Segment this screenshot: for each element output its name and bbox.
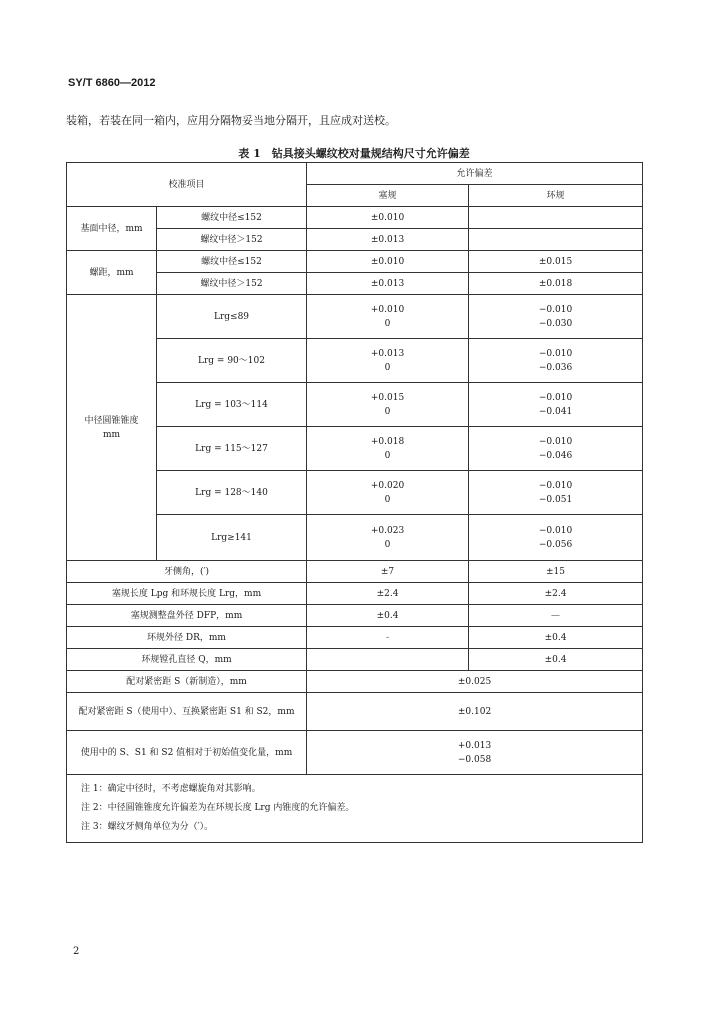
plug-value: [307, 649, 469, 671]
plug-lower: 0: [384, 494, 391, 505]
plug-lower: 0: [384, 362, 391, 373]
tolerance-table: [66, 162, 643, 843]
ring-value: —: [469, 605, 643, 627]
plug-lower: 0: [384, 406, 391, 417]
note-1: 注 1：确定中径时，不考虑螺旋角对其影响。: [81, 784, 261, 794]
ring-value: [469, 471, 643, 515]
condition-cell: Lrg≥141: [157, 515, 307, 561]
plug-lower: 0: [384, 450, 391, 461]
pitch-diameter-label: 基面中径，mm: [67, 207, 157, 251]
plug-value: ±7: [307, 561, 469, 583]
ring-lower: −0.041: [538, 406, 573, 417]
taper-label: [67, 295, 157, 561]
plug-upper: +0.020: [370, 480, 405, 491]
row-label: 塞规测整盘外径 DFP，mm: [67, 605, 307, 627]
table-caption: 表 1 钻具接头螺纹校对量规结构尺寸允许偏差: [238, 147, 470, 160]
plug-value: ±0.010: [307, 207, 469, 229]
plug-value: [307, 515, 469, 561]
plug-upper: +0.023: [370, 525, 405, 536]
page-number: 2: [73, 946, 80, 957]
lead-label: 螺距，mm: [67, 251, 157, 295]
intro-text: 装箱，若装在同一箱内，应用分隔物妥当地分隔开，且应成对送校。: [66, 114, 396, 127]
plug-value: [307, 471, 469, 515]
header-ring: 环规: [469, 185, 643, 207]
ring-upper: −0.010: [538, 525, 573, 536]
table-row: [67, 693, 643, 731]
ring-upper: −0.010: [538, 436, 573, 447]
ring-lower: −0.051: [538, 494, 573, 505]
table-row: [67, 671, 643, 693]
ring-value: [469, 295, 643, 339]
row-label: 配对紧密距 S（新制造），mm: [67, 671, 307, 693]
condition-cell: Lrg = 115～127: [157, 427, 307, 471]
condition-cell: 螺纹中径≤152: [157, 207, 307, 229]
ring-value: [469, 427, 643, 471]
condition-cell: Lrg = 103～114: [157, 383, 307, 427]
table-row: [67, 295, 643, 339]
table-row: [67, 605, 643, 627]
plug-value: ±0.010: [307, 251, 469, 273]
value-upper: +0.013: [457, 740, 492, 751]
row-label: 牙侧角，(′): [67, 561, 307, 583]
plug-value: ±0.4: [307, 605, 469, 627]
plug-upper: +0.015: [370, 392, 405, 403]
table-row: [67, 731, 643, 775]
header-item: 校准项目: [67, 163, 307, 207]
notes-row: [67, 775, 643, 843]
taper-unit-text: mm: [102, 429, 121, 440]
header-tolerance: 允许偏差: [307, 163, 643, 185]
ring-value: [469, 383, 643, 427]
row-label: 配对紧密距 S（使用中）、互换紧密距 S1 和 S2，mm: [67, 693, 307, 731]
table-row: [67, 251, 643, 273]
plug-value: [307, 339, 469, 383]
ring-upper: −0.010: [538, 304, 573, 315]
condition-cell: Lrg = 128～140: [157, 471, 307, 515]
ring-value: ±0.4: [469, 627, 643, 649]
ring-lower: −0.046: [538, 450, 573, 461]
ring-value: ±15: [469, 561, 643, 583]
notes-cell: [67, 775, 643, 843]
plug-value: ±0.013: [307, 229, 469, 251]
ring-upper: −0.010: [538, 392, 573, 403]
ring-value: [469, 207, 643, 229]
ring-lower: −0.030: [538, 318, 573, 329]
row-label: 塞规长度 Lpg 和环规长度 Lrg，mm: [67, 583, 307, 605]
table-row: [67, 561, 643, 583]
plug-upper: +0.018: [370, 436, 405, 447]
ring-value: ±0.4: [469, 649, 643, 671]
row-label: 使用中的 S、S1 和 S2 值相对于初始值变化量，mm: [67, 731, 307, 775]
ring-upper: −0.010: [538, 480, 573, 491]
ring-upper: −0.010: [538, 348, 573, 359]
merged-value: [307, 731, 643, 775]
plug-value: [307, 427, 469, 471]
merged-value: ±0.102: [307, 693, 643, 731]
table-row: [67, 627, 643, 649]
condition-cell: 螺纹中径＞152: [157, 273, 307, 295]
merged-value: ±0.025: [307, 671, 643, 693]
value-lower: −0.058: [457, 754, 492, 765]
row-label: 环规外径 DR，mm: [67, 627, 307, 649]
row-label: 环规镗孔直径 Q，mm: [67, 649, 307, 671]
plug-value: [307, 295, 469, 339]
document-id: SY/T 6860—2012: [68, 77, 156, 89]
plug-value: -: [307, 627, 469, 649]
plug-value: ±0.013: [307, 273, 469, 295]
ring-lower: −0.056: [538, 539, 573, 550]
ring-value: [469, 229, 643, 251]
table-row: [67, 583, 643, 605]
ring-value: [469, 515, 643, 561]
header-row: [67, 163, 643, 185]
plug-lower: 0: [384, 539, 391, 550]
note-3: 注 3：螺纹牙侧角单位为分（′）。: [81, 822, 214, 832]
plug-upper: +0.010: [370, 304, 405, 315]
header-plug: 塞规: [307, 185, 469, 207]
ring-value: ±2.4: [469, 583, 643, 605]
plug-value: [307, 383, 469, 427]
condition-cell: Lrg≤89: [157, 295, 307, 339]
ring-value: [469, 339, 643, 383]
ring-lower: −0.036: [538, 362, 573, 373]
condition-cell: 螺纹中径≤152: [157, 251, 307, 273]
table-row: [67, 649, 643, 671]
table-row: [67, 207, 643, 229]
ring-value: ±0.018: [469, 273, 643, 295]
note-2: 注 2：中径圆锥锥度允许偏差为在环规长度 Lrg 内锥度的允许偏差。: [81, 803, 355, 813]
taper-label-text: 中径圆锥锥度: [84, 415, 139, 426]
ring-value: ±0.015: [469, 251, 643, 273]
plug-value: ±2.4: [307, 583, 469, 605]
plug-upper: +0.013: [370, 348, 405, 359]
condition-cell: 螺纹中径＞152: [157, 229, 307, 251]
condition-cell: Lrg = 90～102: [157, 339, 307, 383]
plug-lower: 0: [384, 318, 391, 329]
